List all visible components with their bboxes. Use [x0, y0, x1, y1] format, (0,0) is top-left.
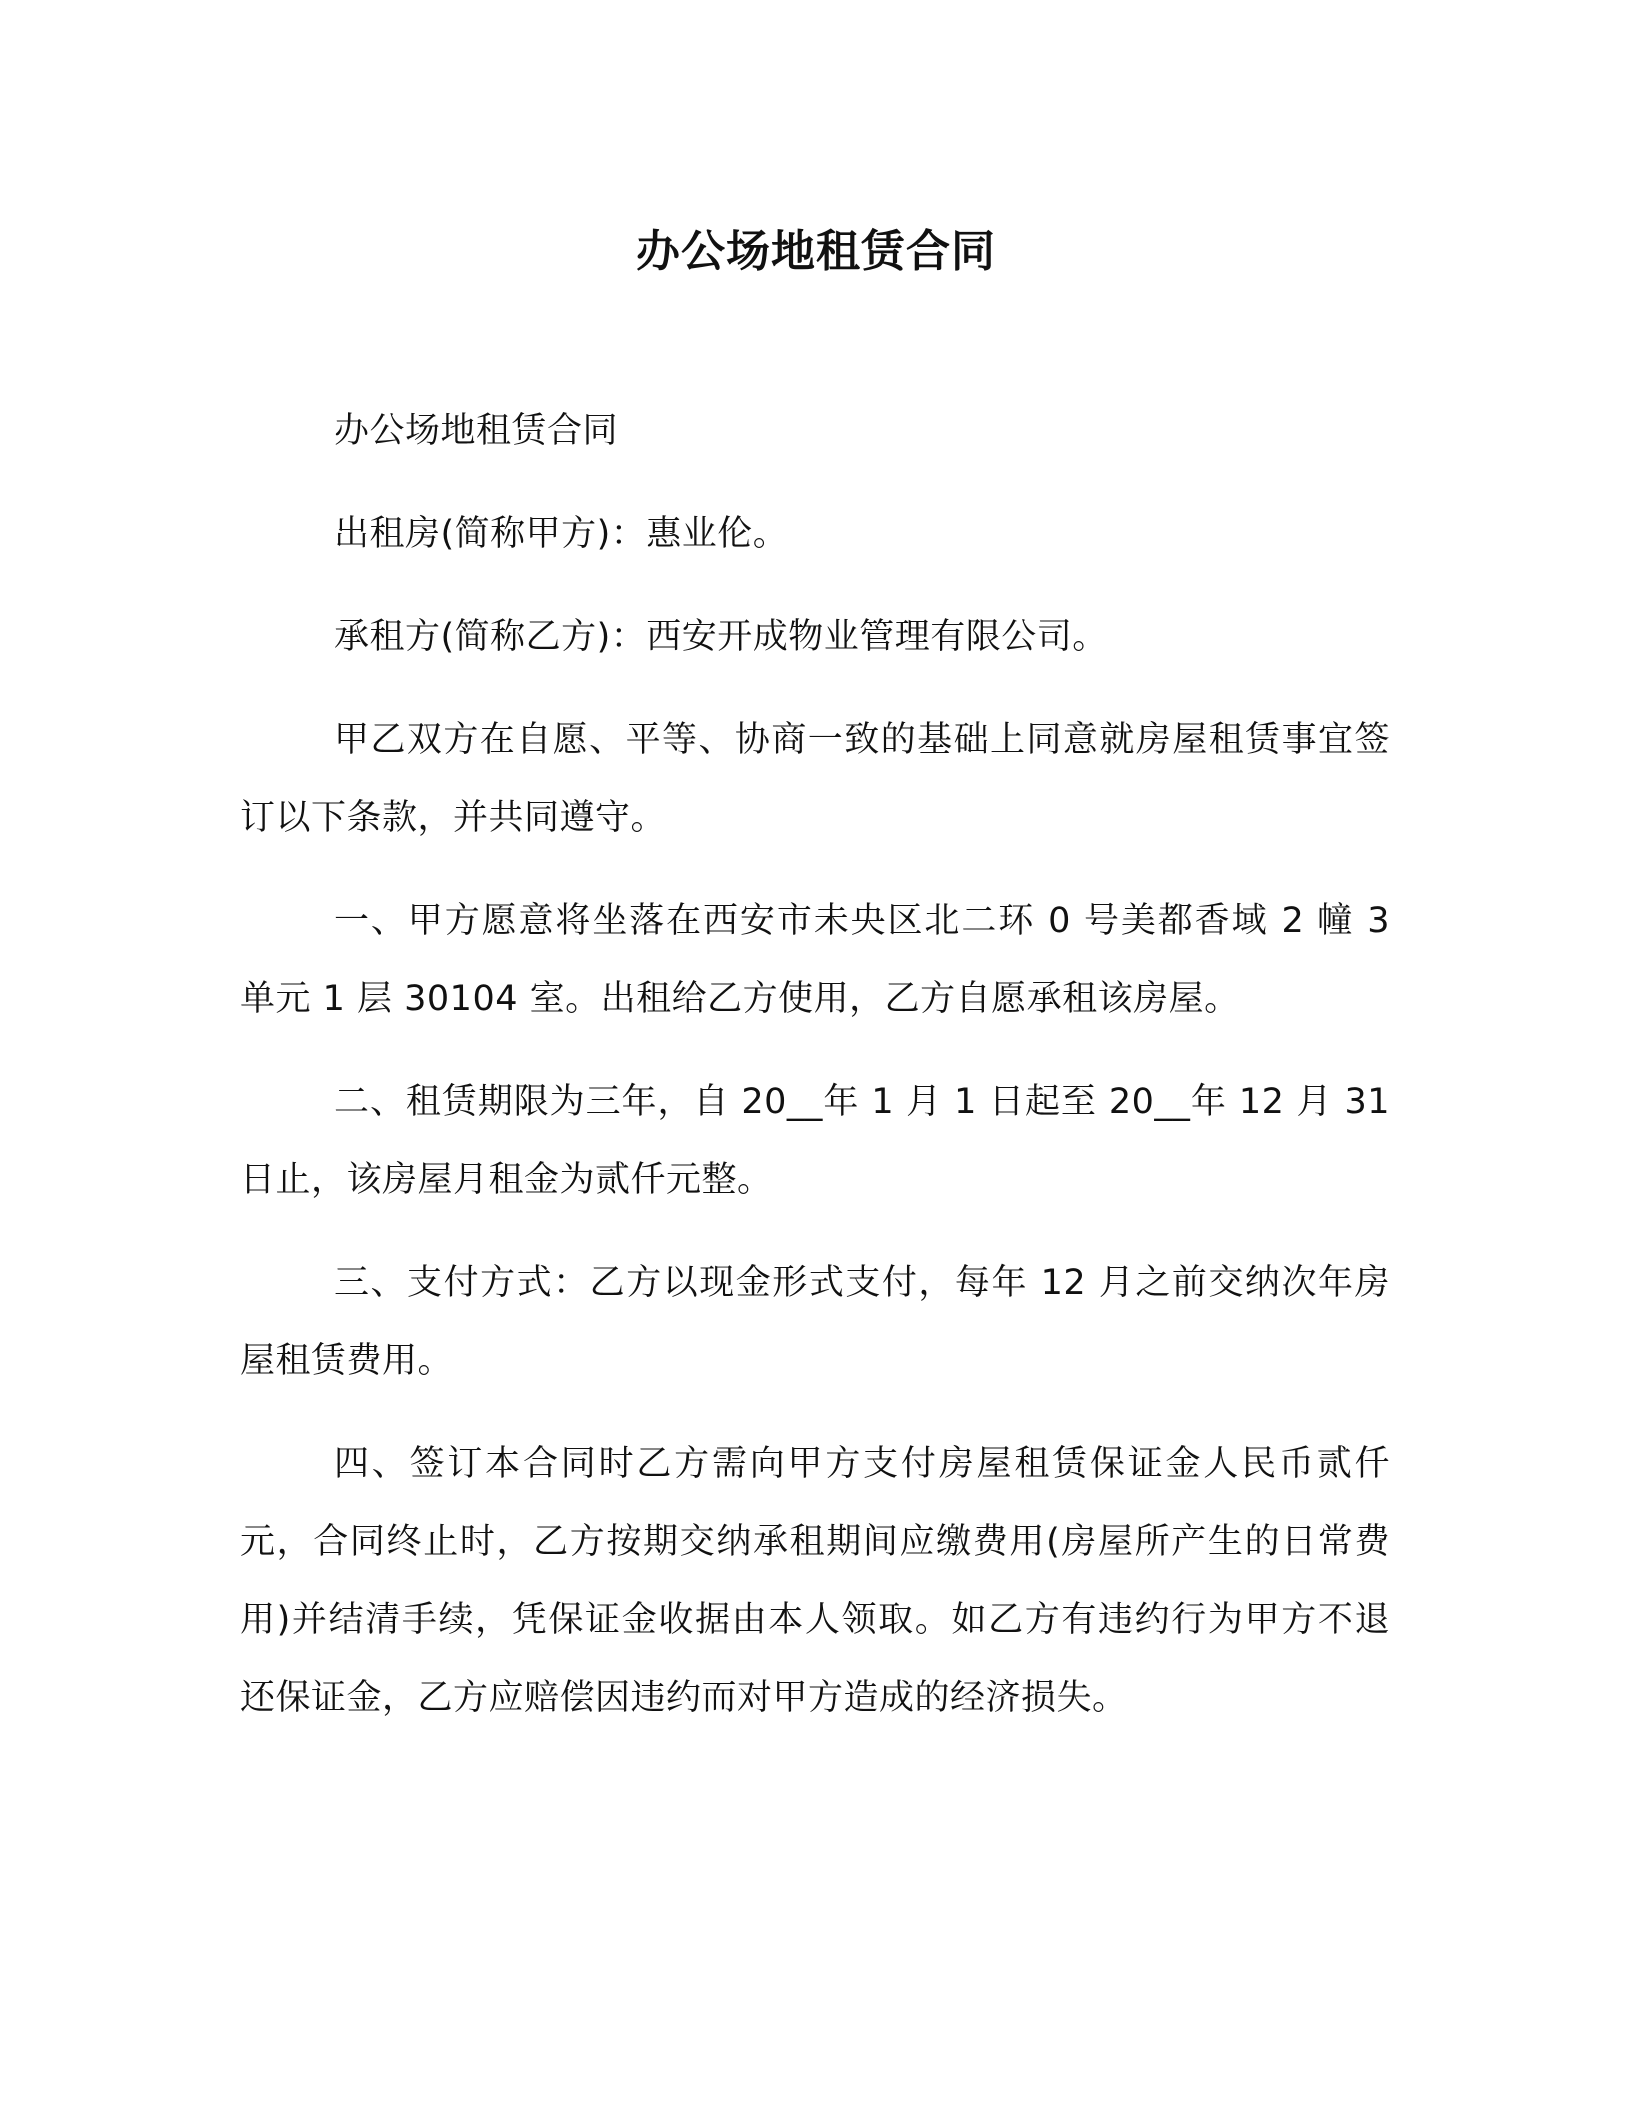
document-title: 办公场地租赁合同 — [636, 226, 996, 277]
paragraph-lessee: 承租方(简称乙方)：西安开成物业管理有限公司。 — [334, 617, 1108, 657]
clause-2: 二、租赁期限为三年，自 20__年 1 月 1 日起至 20__年 12 月 31 日止，该房屋月租金为贰仟元整。 — [240, 1082, 1390, 1200]
document-body — [240, 392, 1390, 1762]
clause-1: 一、甲方愿意将坐落在西安市未央区北二环 0 号美都香域 2 幢 3 单元 1 层 30104 室。出租给乙方使用，乙方自愿承租该房屋。 — [240, 901, 1390, 1019]
paragraph-lessor: 出租房(简称甲方)：惠业伦。 — [334, 514, 789, 554]
clause-3: 三、支付方式：乙方以现金形式支付，每年 12 月之前交纳次年房屋租赁费用。 — [240, 1263, 1390, 1381]
paragraph-heading: 办公场地租赁合同 — [334, 411, 619, 451]
paragraph-preamble: 甲乙双方在自愿、平等、协商一致的基础上同意就房屋租赁事宜签订以下条款，并共同遵守。 — [240, 720, 1390, 838]
clause-4: 四、签订本合同时乙方需向甲方支付房屋租赁保证金人民币贰仟元，合同终止时，乙方按期交纳承租期间应缴费用(房屋所产生的日常费用)并结清手续，凭保证金收据由本人领取。如乙方有违约行为甲方不退还保证金，乙方应赔偿因违约而对甲方造成的经济损失。 — [240, 1444, 1390, 1718]
